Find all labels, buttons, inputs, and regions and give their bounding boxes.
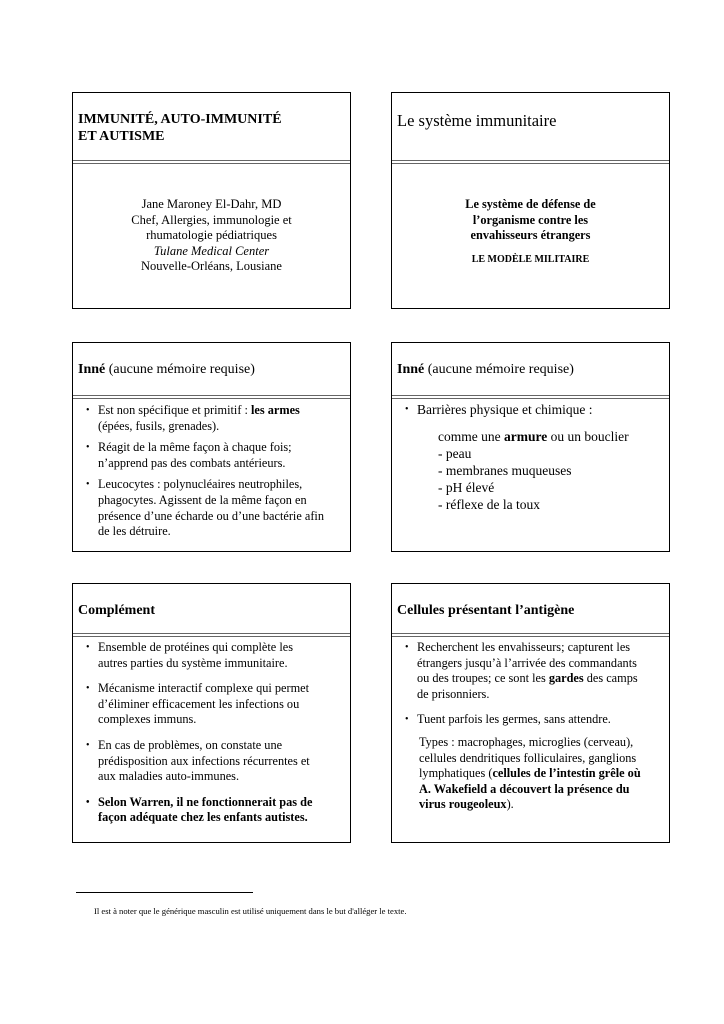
institution: Tulane Medical Center bbox=[153, 243, 270, 258]
slide-title-text: Inné (aucune mémoire requise) bbox=[78, 362, 255, 377]
author-name: Jane Maroney El-Dahr, MD bbox=[141, 197, 282, 211]
slide-body bbox=[73, 399, 350, 551]
list-item: • Barrières physique et chimique : bbox=[392, 401, 669, 418]
slide-header bbox=[392, 584, 669, 637]
slide-innate-2 bbox=[391, 342, 670, 552]
author-block bbox=[73, 164, 350, 275]
list-item: • Recherchent les envahisseurs; capturent les étrangers jusqu’à l’arrivée des commandants ou des troupes; ce sont les gardes des camps de prisonniers. bbox=[392, 640, 669, 702]
slide-header bbox=[73, 584, 350, 637]
list-item: • Mécanisme interactif complexe qui permet d’éliminer efficacement les infections ou complexes immuns. bbox=[73, 681, 350, 728]
list-item: • En cas de problèmes, on constate une prédisposition aux infections récurrentes et aux maladies auto-immunes. bbox=[73, 738, 350, 785]
bullet-list bbox=[392, 640, 669, 728]
slide-body bbox=[392, 637, 669, 842]
bullet-list bbox=[392, 401, 669, 418]
slide-header bbox=[392, 343, 669, 399]
bullet-list bbox=[73, 640, 350, 826]
city: Nouvelle-Orléans, Lousiane bbox=[141, 259, 282, 273]
slide-body bbox=[392, 399, 669, 551]
list-item: • Tuent parfois les germes, sans attendre. bbox=[392, 712, 669, 728]
slide-body bbox=[73, 164, 350, 308]
footnote: Il est à noter que le générique masculin est utilisé uniquement dans le but d'alléger le texte. bbox=[94, 906, 407, 916]
slide-title-text: Inné (aucune mémoire requise) bbox=[397, 362, 574, 377]
list-item: • Ensemble de protéines qui complète les autres parties du système immunitaire. bbox=[73, 640, 350, 671]
slide-title bbox=[72, 92, 351, 309]
slide-title-text: Cellules présentant l’antigène bbox=[397, 603, 575, 618]
list-item: • Selon Warren, il ne fonctionnerait pas de façon adéquate chez les enfants autistes. bbox=[73, 795, 350, 826]
list-item: • Est non spécifique et primitif : les armes (épées, fusils, grenades). bbox=[73, 403, 350, 434]
military-model: LE MODÈLE MILITAIRE bbox=[471, 253, 590, 265]
author-role: Chef, Allergies, immunologie et bbox=[131, 212, 292, 227]
slide-header bbox=[392, 93, 669, 164]
author-role-2: rhumatologie pédiatriques bbox=[146, 228, 277, 242]
armor-line: comme une armure ou un bouclier bbox=[438, 429, 629, 444]
slide-title-text: Le système immunitaire bbox=[397, 111, 557, 130]
slide-complement bbox=[72, 583, 351, 843]
slide-body bbox=[73, 637, 350, 842]
slide-antigen-presenting-cells bbox=[391, 583, 670, 843]
slide-header bbox=[73, 93, 350, 164]
slide-title-text: Complément bbox=[78, 603, 155, 618]
cell-types: Types : macrophages, microglies (cerveau), cellules dendritiques folliculaires, ganglions lymphatiques (cellules de l’intestin grêle où A. Wakefield a découvert la présence du virus rougeoleux). bbox=[419, 734, 641, 812]
slide-immune-system bbox=[391, 92, 670, 309]
list-item: • Réagit de la même façon à chaque fois; n’apprend pas des combats antérieurs. bbox=[73, 440, 350, 471]
barrier-examples: comme une armure ou un bouclier - peau - membranes muqueuses - pH élevé - réflexe de la toux bbox=[392, 428, 669, 513]
bullet-list bbox=[73, 403, 350, 540]
definition: Le système de défense de l’organisme contre les envahisseurs étrangers bbox=[465, 197, 596, 242]
list-item: • Leucocytes : polynucléaires neutrophiles, phagocytes. Agissent de la même façon en présence d’une écharde ou d’une bactérie afin de les détruire. bbox=[73, 477, 350, 539]
footnote-divider bbox=[76, 892, 253, 893]
slide-header bbox=[73, 343, 350, 399]
slide-title-text: IMMUNITÉ, AUTO-IMMUNITÉ ET AUTISME bbox=[78, 112, 282, 144]
slide-innate-1 bbox=[72, 342, 351, 552]
slide-body bbox=[392, 164, 669, 308]
